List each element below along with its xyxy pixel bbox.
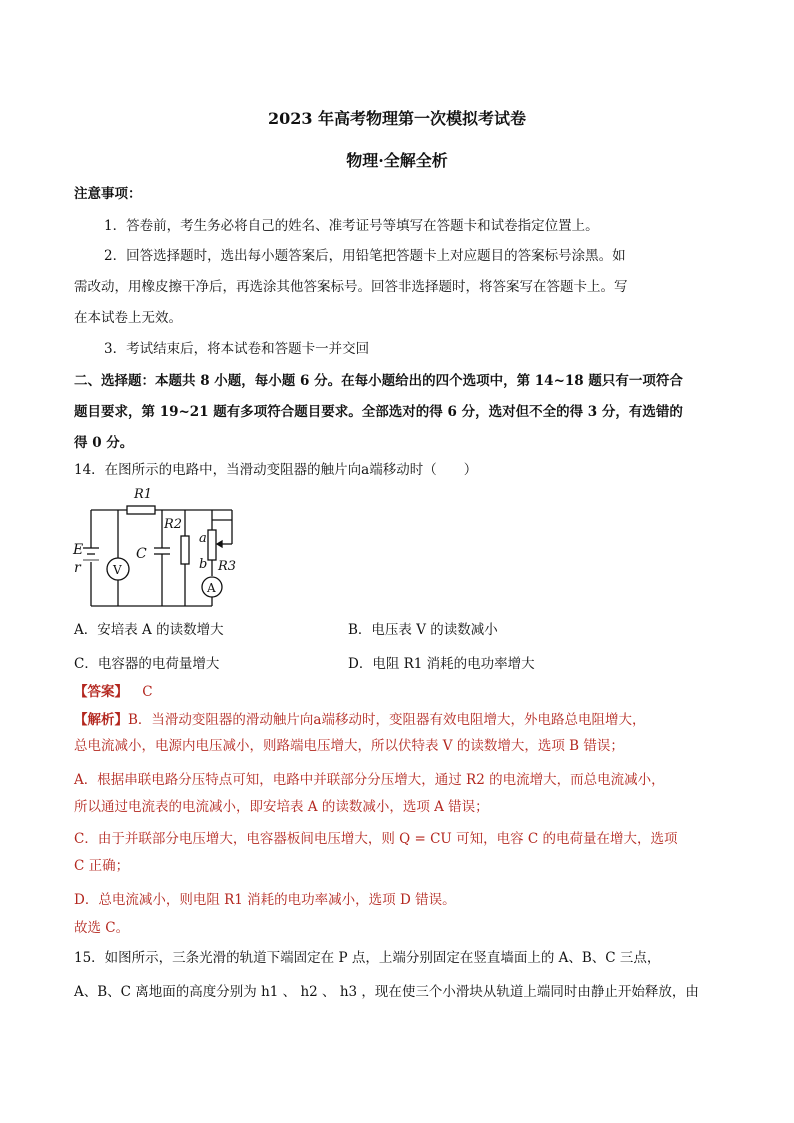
analysis-line-7: D．总电流减小，则电阻 R1 消耗的电功率减小，选项 D 错误。 [74,892,456,908]
analysis-line-1 [74,710,724,730]
voltmeter-icon: V [113,563,122,577]
section-heading: 二、选择题：本题共 8 小题，每小题 6 分。在每小题给出的四个选项中，第 14~18 题只有一项符合 [74,373,683,389]
answer-label: 【答案】 [74,684,128,700]
label-capacitor: C [136,546,147,562]
q15-stem: 15．如图所示，三条光滑的轨道下端固定在 P 点，上端分别固定在竖直墙面上的 A、B、C 三点， [74,950,661,966]
label-end-a: a [199,531,207,546]
label-emf: E [73,542,84,558]
label-r3: R3 [218,559,237,574]
notice-item-2: 2．回答选择题时，选出每小题答案后，用铅笔把答题卡上对应题目的答案标号涂黑。如 [104,248,626,264]
notice-item-3: 3．考试结束后，将本试卷和答题卡一并交回 [104,341,370,357]
section-heading-cont2: 得 0 分。 [74,435,134,451]
answer-value: C [142,684,153,700]
q14-option-a: A．安培表 A 的读数增大 [74,622,224,638]
analysis-text-1: B．当滑动变阻器的滑动触片向a端移动时，变阻器有效电阻增大，外电路总电阻增大， [128,712,646,728]
q14-option-d: D．电阻 R1 消耗的电功率增大 [348,656,535,672]
notice-item-2-cont2: 在本试卷上无效。 [74,310,182,326]
analysis-line-2: 总电流减小，电源内电压减小，则路端电压增大，所以伏特表 V 的读数增大，选项 B 错误； [74,738,624,754]
notice-item-2-cont: 需改动，用橡皮擦干净后，再选涂其他答案标号。回答非选择题时，将答案写在答题卡上。写 [74,279,628,295]
notice-item-1: 1．答卷前，考生务必将自己的姓名、准考证号等填写在答题卡和试卷指定位置上。 [104,218,599,234]
label-end-b: b [199,557,208,572]
q14-option-b: B．电压表 V 的读数减小 [348,622,498,638]
label-r1: R1 [134,487,153,502]
notice-heading: 注意事项： [74,186,142,202]
q14-stem: 14．在图所示的电路中，当滑动变阻器的触片向a端移动时（ ） [74,462,478,478]
analysis-label: 【解析】 [74,712,128,728]
label-r2: R2 [164,517,183,532]
conclusion-line: 故选 C。 [74,920,130,936]
analysis-line-4: 所以通过电流表的电流减小，即安培表 A 的读数减小，选项 A 错误； [74,799,489,815]
label-internal-r: r [74,560,81,576]
q14-option-c: C．电容器的电荷量增大 [74,656,220,672]
analysis-line-6: C 正确； [74,858,130,874]
analysis-line-5: C．由于并联部分电压增大，电容器板间电压增大，则 Q = CU 可知，电容 C 的电荷量在增大，选项 [74,831,678,847]
q14-answer-row [74,682,724,702]
ammeter-icon: A [207,581,216,595]
page-title: 2023 年高考物理第一次模拟考试卷 [267,109,527,128]
analysis-line-3: A．根据串联电路分压特点可知，电路中并联部分分压增大，通过 R2 的电流增大，而总电流减小， [74,772,665,788]
section-heading-cont: 题目要求，第 19~21 题有多项符合题目要求。全部选对的得 6 分，选对但不全的得 3 分，有选错的 [74,404,683,420]
page-subtitle: 物理·全解全析 [346,151,448,170]
circuit-diagram [72,484,252,610]
q15-stem-cont: A、B、C 离地面的高度分别为 h1 、 h2 、 h3 ，现在使三个小滑块从轨道上端同时由静止开始释放，由 [74,984,699,1000]
